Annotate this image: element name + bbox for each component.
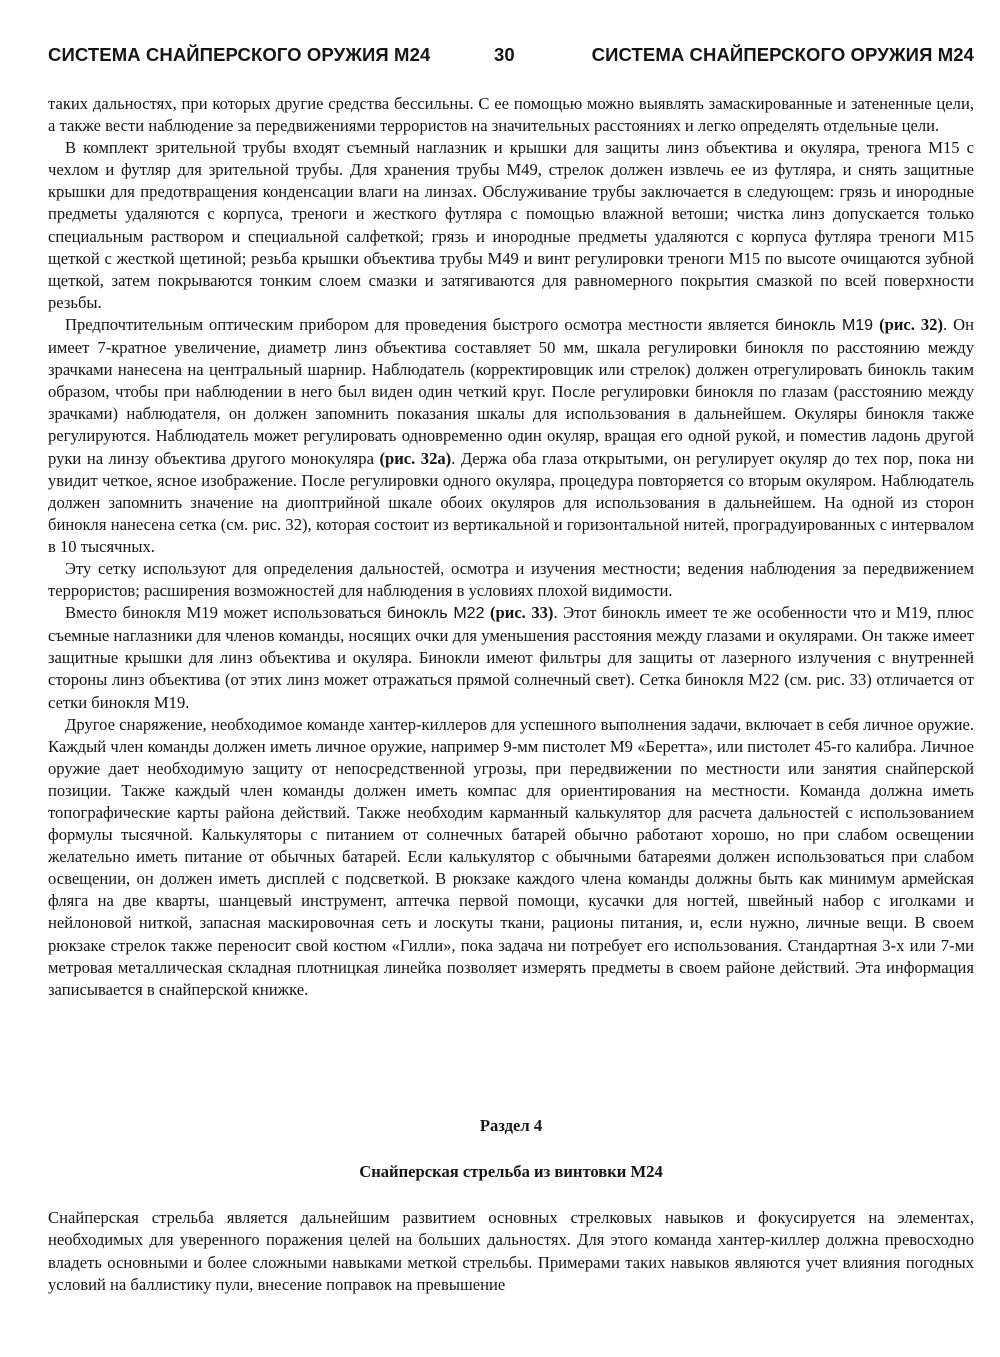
paragraph-3 [48,314,974,558]
paragraph-5 [48,602,974,713]
paragraph-5-text-a: Вместо бинокля М19 может использоваться [65,603,387,623]
section-paragraph-1: Снайперская стрельба является дальнейшим развитием основных стрелковых навыков и фокусируется на элементах, необходимых для уверенного поражения целей на больших дальностях. Для этого команда хантер-киллер должна превосходно владеть основными и более сложными навыками меткой стрельбы. Примерами таких навыков являются учет влияния погодных условий на баллистику пули, внесение поправок на превышение [48,1208,974,1295]
main-text [48,93,974,1001]
figure-33-ref: (рис. 33) [490,603,554,623]
paragraph-3-text-c: . Держа оба глаза открытыми, он регулирует окуляр до тех пор, пока ни увидит четкое, ясное изображение. После регулировки одного окуляра, процедура повторяется со вторым окуляром. Наблюдатель должен запомнить значение на диоптрийной шкале обоих окуляров для использования в дальнейшем. На одной из сторон бинокля нанесена сетка (см. рис. 32), которая состоит из вертикальной и горизонтальной нитей, проградуированных с интервалом в 10 тысячных. [48,448,974,556]
binocular-m22-term: бинокль М22 [386,605,485,623]
figure-32-ref: (рис. 32) [879,314,943,334]
paragraph-6: Другое снаряжение, необходимое команде хантер-киллеров для успешного выполнения задачи, включает в себя личное оружие. Каждый член команды должен иметь личное оружие, например 9-мм пистолет М9 «Беретта», или пистолет 45-го калибра. Личное оружие дает необходимую защиту от непосредственной угрозы, при передвижении по местности или занятия снайперской позиции. Также каждый член команды должен иметь компас для ориентирования на местности. Команда должна иметь топографические карты района действий. Также необходим карманный калькулятор для расчета дальностей с использованием формулы тысячной. Калькуляторы с питанием от солнечных батарей обычно работают хорошо, но при слабом освещении желательно иметь питание от обычных батарей. Если калькулятор с обычными батареями должен использоваться при слабом освещении, он должен иметь дисплей с подсветкой. В рюкзаке каждого члена команды должны быть как минимум армейская фляга на две кварты, шанцевый инструмент, аптечка первой помощи, кусачки для ногтей, швейный набор с иголками и нейлоновой ниткой, запасная маскировочная сеть и лоскуты ткани, рационы питания, и, если нужно, личные вещи. В своем рюкзаке стрелок также переносит свой костюм «Гилли», пока задача ни потребует его использования. Стандартная 3-х или 7-ми метровая металлическая складная плотницкая линейка позволяет измерять предметы в своем районе действий. Эта информация записывается в снайперской книжке. [48,714,974,999]
section-text [48,1207,974,1297]
section-number: Раздел 4 [479,1116,543,1135]
binocular-m19-term: бинокль М19 [775,316,874,334]
paragraph-1: таких дальностях, при которых другие средства бессильны. С ее помощью можно выявлять замаскированные и затененные цели, а также вести наблюдение за передвижениями террористов на значительных расстояниях и легко определять отдельные цели. [48,94,974,136]
section-title: Снайперская стрельба из винтовки М24 [359,1162,663,1181]
paragraph-3-text-b: . Он имеет 7-кратное увеличение, диаметр линз объектива составляет 50 мм, шкала регулировки бинокля по расстоянию между зрачками нанесена на центральный шарнир. Наблюдатель (корректировщик или стрелок) должен отрегулировать бинокль таким образом, чтобы при наблюдении в него был виден один четкий круг. После регулировки бинокля по глазам (расстоянию между зрачками) наблюдателя, он должен запомнить показания шкалы для использования в дальнейшем. Окуляры бинокля также регулируются. Наблюдатель может регулировать одновременно один окуляр, вращая его одной рукой, и поместив ладонь другой руки на линзу объектива другого монокуляра [48,314,974,468]
running-header [48,44,974,78]
header-left-title: СИСТЕМА СНАЙПЕРСКОГО ОРУЖИЯ M24 [48,44,431,65]
paragraph-4: Эту сетку используют для определения дальностей, осмотра и изучения местности; ведения наблюдения за передвижением террористов; расширения возможностей для наблюдения в условиях плохой видимости. [48,558,974,601]
figure-32a-ref: (рис. 32а) [379,448,452,468]
paragraph-2: В комплект зрительной трубы входят съемный наглазник и крышки для защиты линз объектива и окуляра, тренога М15 с чехлом и футляр для зрительной трубы. Для хранения трубы М49, стрелок должен извлечь ее из футляра, и снять защитные крышки для предотвращения конденсации влаги на линзах. Обслуживание трубы заключается в следующем: грязь и инородные предметы удаляются с корпуса, треноги и жесткого футляра с помощью влажной ветоши; чистка линз допускается только специальным раствором и специальной салфеткой; грязь и инородные предметы удаляются с корпуса футляра треноги М15 щеткой с жесткой щетиной; резьба крышки объектива трубы М49 и винт регулировки треноги М15 по высоте очищаются зубной щеткой, затем покрываются тонким слоем смазки и затягиваются для равномерного покрытия смазкой по всей поверхности резьбы. [48,138,974,312]
paragraph-3-text-a: Предпочтительным оптическим прибором для проведения быстрого осмотра местности является [65,314,775,334]
page-number: 30 [494,44,515,65]
paragraph-5-text-b: . Этот бинокль имеет те же особенности что и М19, плюс съемные наглазники для членов команды, носящих очки для уменьшения расстояния между глазами и окулярами. Он также имеет защитные крышки для линз объектива и окуляра. Бинокли имеют фильтры для защиты от лазерного излучения с внутренней стороны линз объектива (от этих линз может отражаться прямой солнечный свет). Сетка бинокля М22 (см. рис. 33) отличается от сетки бинокля М19. [48,603,974,712]
header-right-title: СИСТЕМА СНАЙПЕРСКОГО ОРУЖИЯ M24 [591,44,974,65]
